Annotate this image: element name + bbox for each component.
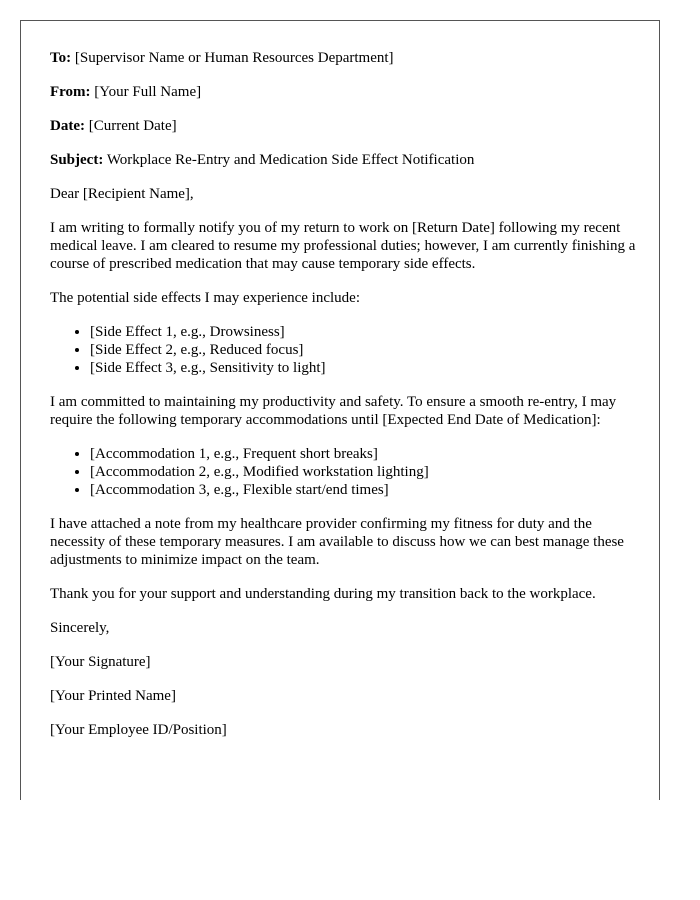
- list-item: • [Accommodation 1, e.g., Frequent short breaks]: [90, 445, 640, 463]
- from-label: From:: [50, 84, 91, 100]
- list-item: • [Side Effect 3, e.g., Sensitivity to light]: [90, 359, 640, 377]
- subject-label: Subject:: [50, 152, 104, 168]
- to-label: To:: [50, 50, 72, 66]
- subject-line: [50, 151, 640, 169]
- salutation: Dear [Recipient Name],: [50, 186, 194, 202]
- employee-id: [Your Employee ID/Position]: [50, 722, 227, 738]
- signature: [Your Signature]: [50, 654, 151, 670]
- date-label: Date:: [50, 118, 85, 134]
- subject-value: Workplace Re-Entry and Medication Side Effect Notification: [106, 152, 475, 168]
- thanks-paragraph: Thank you for your support and understanding during my transition back to the workplace.: [50, 586, 596, 602]
- list-item: • [Accommodation 2, e.g., Modified workstation lighting]: [90, 463, 640, 481]
- accommodations-list: [50, 445, 640, 499]
- letter-page: [20, 20, 660, 800]
- intro-paragraph: I am writing to formally notify you of my return to work on [Return Date] following my recent medical leave. I am cleared to resume my professional duties; however, I am currently finishing a course of prescribed medication that may cause temporary side effects.: [50, 220, 636, 272]
- accommodations-intro: I am committed to maintaining my productivity and safety. To ensure a smooth re-entry, I may require the following temporary accommodations until [Expected End Date of Medication]:: [50, 394, 617, 428]
- attachment-paragraph: I have attached a note from my healthcare provider confirming my fitness for duty and the necessity of these temporary measures. I am available to discuss how we can best manage these adjustments to minimize impact on the team.: [50, 516, 624, 568]
- list-item: • [Accommodation 3, e.g., Flexible start/end times]: [90, 481, 640, 499]
- to-line: [50, 49, 640, 67]
- sign-off: Sincerely,: [50, 620, 110, 636]
- to-value: [Supervisor Name or Human Resources Department]: [74, 50, 394, 66]
- date-line: [50, 117, 640, 135]
- side-effects-list: [50, 323, 640, 377]
- from-line: [50, 83, 640, 101]
- side-effects-intro: The potential side effects I may experience include:: [50, 290, 361, 306]
- list-item: • [Side Effect 2, e.g., Reduced focus]: [90, 341, 640, 359]
- from-value: [Your Full Name]: [94, 84, 202, 100]
- printed-name: [Your Printed Name]: [50, 688, 176, 704]
- letter-content: [50, 49, 640, 755]
- list-item: • [Side Effect 1, e.g., Drowsiness]: [90, 323, 640, 341]
- date-value: [Current Date]: [88, 118, 177, 134]
